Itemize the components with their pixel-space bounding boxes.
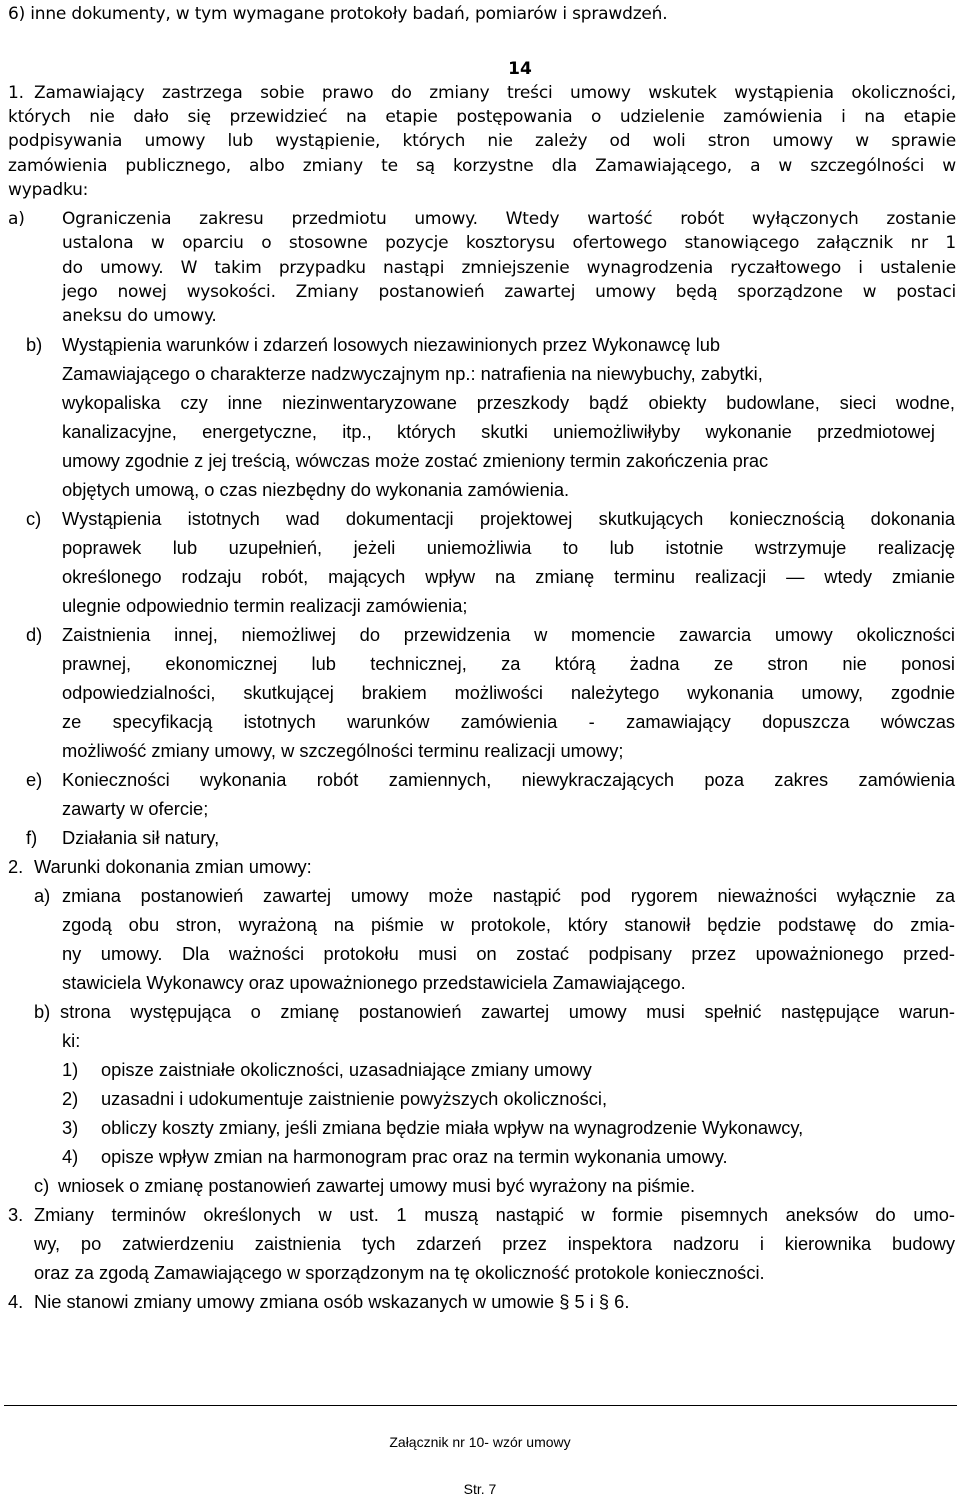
list-marker: a) <box>34 885 51 906</box>
text-line: wypadku: <box>8 180 89 200</box>
text-line: poprawek lub uzupełnień, jeżeli uniemożliwia to lub istotnie wstrzymuje realizację <box>62 537 955 558</box>
text-line: Wystąpienia warunków i zdarzeń losowych niezawinionych przez Wykonawcę lub <box>62 334 721 355</box>
list-marker: d) <box>26 624 43 645</box>
text-line: Zmiany terminów określonych w ust. 1 muszą nastąpić w formie pisemnych aneksów do umo- <box>34 1204 955 1225</box>
text-line: zawarty w ofercie; <box>62 798 209 819</box>
sub-list-item: opisze zaistniałe okoliczności, uzasadniające zmiany umowy <box>101 1059 592 1080</box>
text-line: ny umowy. Dla ważności protokołu musi on zostać podpisany przez upoważnionego przed- <box>62 943 955 964</box>
top-line: 6) inne dokumenty, w tym wymagane protokoły badań, pomiarów i sprawdzeń. <box>8 4 668 24</box>
text-line: jego nowej wysokości. Zmiany postanowień zawartej umowy będą sporządzone w postaci <box>62 282 956 302</box>
paragraph-marker: 2. <box>8 856 24 877</box>
sub-list-item: opisze wpływ zmian na harmonogram prac oraz na termin wykonania umowy. <box>101 1146 728 1167</box>
sub-list-marker: 4) <box>62 1146 79 1167</box>
text-line: zgodą obu stron, wyrażoną na piśmie w protokole, który stanowił będzie podstawę do zmia- <box>62 914 955 935</box>
text-line: ulegnie odpowiednio termin realizacji zamówienia; <box>62 595 468 616</box>
text-line: Zamawiający zastrzega sobie prawo do zmiany treści umowy wskutek wystąpienia okoliczności, <box>34 83 956 103</box>
list-marker: f) <box>26 827 38 848</box>
sub-list-marker: 3) <box>62 1117 79 1138</box>
list-marker: a) <box>8 209 25 229</box>
paragraph-marker: 1. <box>8 83 24 103</box>
list-marker: b) <box>34 1001 51 1022</box>
sub-list-marker: 1) <box>62 1059 79 1080</box>
text-line: ki: <box>62 1030 81 1051</box>
paragraph-marker: 3. <box>8 1204 24 1225</box>
list-marker: c) <box>34 1175 50 1196</box>
text-line: wykopaliska czy inne niezinwentaryzowane przeszkody bądź obiekty budowlane, sieci wodne, <box>62 392 955 413</box>
sub-list-item: uzasadni i udokumentuje zaistnienie powyższych okoliczności, <box>101 1088 608 1109</box>
text-line: zamówienia publicznego, albo zmiany te są korzystne dla Zamawiającego, a w szczególności w <box>8 156 956 176</box>
text-line: podpisywania umowy lub wystąpienie, których nie zależy od woli stron umowy w sprawie <box>8 131 956 151</box>
list-marker: e) <box>26 769 43 790</box>
text-line: których nie dało się przewidzieć na etapie postępowania o udzielenie zamówienia i na etapie <box>8 107 956 127</box>
text-line: do umowy. W takim przypadku nastąpi zmniejszenie wynagrodzenia ryczałtowego i ustalenie <box>62 258 956 278</box>
page-number: Str. 7 <box>463 1481 497 1497</box>
text-line: prawnej, ekonomicznej lub technicznej, za którą żadna ze stron nie ponosi <box>62 653 955 674</box>
list-marker: c) <box>26 508 42 529</box>
text-line: określonego rodzaju robót, mających wpływ na zmianę terminu realizacji — wtedy zmianie <box>62 566 955 587</box>
sub-list-item: obliczy koszty zmiany, jeśli zmiana będzie miała wpływ na wynagrodzenie Wykonawcy, <box>101 1117 804 1138</box>
text-line: Wystąpienia istotnych wad dokumentacji projektowej skutkujących koniecznością dokonania <box>62 508 955 529</box>
text-line: odpowiedzialności, skutkującej brakiem możliwości należytego wykonania umowy, zgodnie <box>62 682 955 703</box>
text-line: Warunki dokonania zmian umowy: <box>34 856 312 877</box>
sub-list-marker: 2) <box>62 1088 79 1109</box>
text-line: Ograniczenia zakresu przedmiotu umowy. Wtedy wartość robót wyłączonych zostanie <box>62 209 956 229</box>
footer-divider <box>4 1405 957 1406</box>
text-line: umowy zgodnie z jej treścią, wówczas może zostać zmieniony termin zakończenia prac <box>62 450 769 471</box>
text-line: możliwość zmiany umowy, w szczególności terminu realizacji umowy; <box>62 740 624 761</box>
paragraph-marker: 4. <box>8 1291 24 1312</box>
text-line: Zaistnienia innej, niemożliwej do przewidzenia w momencie zawarcia umowy okoliczności <box>62 624 955 645</box>
text-line: Działania sił natury, <box>62 827 220 848</box>
footer-attachment-label: Załącznik nr 10- wzór umowy <box>389 1434 571 1450</box>
text-line: kanalizacyjne, energetyczne, itp., których skutki uniemożliwiłyby wykonanie przedmiotowej <box>62 421 935 442</box>
text-line: ustalona w oparciu o stosowne pozycje kosztorysu ofertowego stanowiącego załącznik nr 1 <box>62 233 956 253</box>
text-line: stawiciela Wykonawcy oraz upoważnionego przedstawiciela Zamawiającego. <box>62 972 686 993</box>
text-line: objętych umową, o czas niezbędny do wykonania zamówienia. <box>62 479 570 500</box>
text-line: Konieczności wykonania robót zamiennych, niewykraczających poza zakres zamówienia <box>62 769 955 790</box>
text-line: Zamawiającego o charakterze nadzwyczajnym np.: natrafienia na niewybuchy, zabytki, <box>62 363 763 384</box>
text-line: ze specyfikacją istotnych warunków zamówienia - zamawiający dopuszcza wówczas <box>62 711 955 732</box>
text-line: zmiana postanowień zawartej umowy może nastąpić pod rygorem nieważności wyłącznie za <box>62 885 955 906</box>
text-line: aneksu do umowy. <box>62 306 217 326</box>
text-line: strona występująca o zmianę postanowień zawartej umowy musi spełnić następujące warun- <box>60 1001 955 1022</box>
text-line: oraz za zgodą Zamawiającego w sporządzonym na tę okoliczność protokole konieczności. <box>34 1262 765 1283</box>
text-line: Nie stanowi zmiany umowy zmiana osób wskazanych w umowie § 5 i § 6. <box>34 1291 630 1312</box>
section-number: 14 <box>508 59 532 79</box>
list-marker: b) <box>26 334 43 355</box>
text-line: wniosek o zmianę postanowień zawartej umowy musi być wyrażony na piśmie. <box>58 1175 696 1196</box>
text-line: wy, po zatwierdzeniu zaistnienia tych zdarzeń przez inspektora nadzoru i kierownika budowy <box>34 1233 955 1254</box>
